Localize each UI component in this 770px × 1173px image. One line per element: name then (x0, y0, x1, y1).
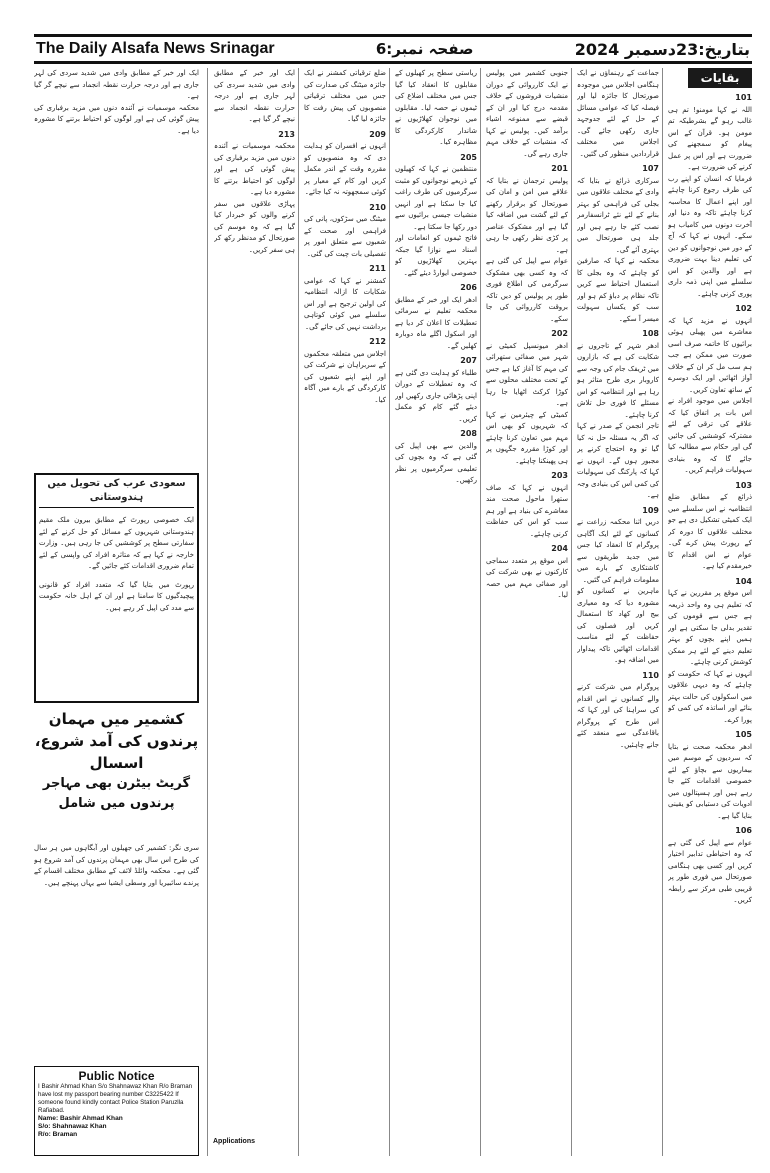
public-notice (34, 1066, 199, 1156)
item-number: 210 (369, 202, 386, 212)
item-number: 205 (460, 152, 477, 162)
paragraph: انہوں نے کہا کہ صاف ستھرا ماحول صحت مند معاشرے کی بنیاد ہے اور ہم سب کو اس کی حفاظت کرنی چاہئے۔ (486, 483, 568, 538)
item-number: 109 (642, 505, 659, 515)
paragraph: ادھر میونسپل کمیٹی نے شہر میں صفائی ستھرائی کی مہم کا آغاز کیا ہے جس کے تحت مختلف محلوں سے کوڑا کرکٹ اٹھایا جا رہا ہے۔ (486, 341, 568, 407)
paragraph: محکمہ موسمیات نے آئندہ دنوں میں مزید برفباری کی پیش گوئی کی ہے اور لوگوں کو احتیاط برتنے کا مشورہ دیا ہے۔ (34, 103, 199, 135)
issue-date: بتاریخ:23دسمبر 2024 (574, 39, 750, 59)
paragraph: محکمہ نے کہا کہ صارفین کو چاہئے کہ وہ بجلی کا استعمال احتیاط سے کریں تاکہ نظام پر دباؤ کم ہو اور سب کو یکساں سہولت میسر آ سکے۔ (577, 257, 659, 323)
bird-headline (34, 708, 199, 838)
page-number: صفحہ نمبر:6 (375, 40, 474, 58)
paragraph: والدین سے بھی اپیل کی گئی ہے کہ وہ بچوں کی تعلیمی سرگرمیوں پر نظر رکھیں۔ (395, 441, 477, 484)
paragraph: رپورٹ میں بتایا گیا کہ متعدد افراد کو قانونی پیچیدگیوں کا سامنا ہے اور ان کے اہل خانہ حکومت سے مدد کی اپیل کر رہے ہیں۔ (39, 580, 194, 612)
paragraph: طلباء کو ہدایت دی گئی ہے کہ وہ تعطیلات کے دوران اپنی پڑھائی جاری رکھیں اور دیئے گئے کام کو مکمل کریں۔ (395, 368, 477, 423)
paragraph: انہوں نے کہا کہ حکومت کو چاہئے کہ وہ دیہی علاقوں میں اسکولوں کی حالت بہتر بنائے اور اساتذہ کی کمی کو پورا کرے۔ (668, 669, 752, 724)
paragraph: تاجر انجمن کے صدر نے کہا کہ اگر یہ مسئلہ حل نہ کیا گیا تو وہ احتجاج کرنے پر مجبور ہوں گے۔ انہوں نے کہا کہ پارکنگ کی سہولیات کی کمی اس کی بنیادی وجہ ہے۔ (577, 422, 659, 499)
paragraph: اجلاس میں متعلقہ محکموں کے سربراہان نے شرکت کی اور اپنے اپنے شعبوں کی کارکردگی کے بارے میں آگاہ کیا۔ (304, 349, 386, 404)
column-3 (486, 68, 568, 1156)
item-number: 208 (460, 429, 477, 438)
item-number: 204 (551, 544, 568, 553)
column-rule (662, 68, 663, 1156)
paragraph: محکمہ موسمیات نے آئندہ دنوں میں مزید برفباری کی پیش گوئی کی ہے اور لوگوں کو احتیاط برتنے کا مشورہ دیا ہے۔ (214, 142, 295, 196)
column-rule (571, 68, 572, 1156)
paragraph: فرمایا کہ انسان کو اپنے رب کی طرف رجوع کرنا چاہئے اور اپنے اعمال کا محاسبہ کرنا چاہئے تاکہ وہ دنیا اور آخرت دونوں میں کامیاب ہو سکے۔ انہوں نے کہا کہ آج کے دور میں نوجوانوں کو دین کی تعلیم دینا بہت ضروری ہے اور والدین کو اس سلسلے میں اپنی ذمہ داری پوری کرنی چاہئے۔ (668, 174, 752, 298)
item-number: 110 (642, 670, 659, 680)
item-number: 103 (735, 480, 752, 490)
paragraph: ایک اور خبر کے مطابق وادی میں شدید سردی کی لہر جاری ہے اور درجہ حرارت نقطہ انجماد سے نیچے گر گیا ہے۔ (214, 69, 295, 123)
paragraph: ماہرین نے کسانوں کو مشورہ دیا کہ وہ معیاری بیج اور کھاد کا استعمال کریں اور فصلوں کی حفاظت کے لئے مناسب اقدامات اٹھائیں تاکہ پیداوار میں اضافہ ہو۔ (577, 587, 659, 664)
item-number: 202 (551, 329, 568, 338)
item-number: 209 (369, 129, 386, 139)
paragraph: عوام سے اپیل کی گئی ہے کہ وہ احتیاطی تدابیر اختیار کریں اور کسی بھی ہنگامی صورتحال میں فوری طور پر قریبی طبی مرکز سے رابطہ کریں۔ (668, 838, 752, 904)
bird-headline-line1: کشمیر میں مہمان پرندوں کی آمد شروع، اسسال (34, 710, 199, 772)
item-number: 211 (369, 264, 386, 273)
item-number: 104 (735, 576, 752, 586)
item-number: 101 (735, 93, 752, 102)
paragraph: ذرائع کے مطابق ضلع انتظامیہ نے اس سلسلے میں ایک کمیٹی تشکیل دی ہے جو مختلف علاقوں کا دورہ کر کے رپورٹ پیش کرے گی۔ عوام نے اس اقدام کا خیرمقدم کیا ہے۔ (668, 493, 752, 570)
public-notice-name: Name: Bashir Ahmad Khan (38, 1115, 123, 1122)
boxed-article-headline: سعودی عرب کی تحویل میں ہندوستانی (39, 477, 194, 508)
paragraph: ضلع ترقیاتی کمشنر نے ایک جائزہ میٹنگ کی صدارت کی جس میں مختلف ترقیاتی منصوبوں کی پیش رفت کا جائزہ لیا گیا۔ (304, 69, 386, 123)
item-number: 106 (735, 826, 752, 835)
paragraph: عوام سے اپیل کی گئی ہے کہ وہ کسی بھی مشکوک سرگرمی کی اطلاع فوری طور پر پولیس کو دیں تاکہ بروقت کارروائی کی جا سکے۔ (486, 257, 568, 323)
paragraph: جنوبی کشمیر میں پولیس نے ایک کارروائی کے دوران منشیات فروشوں کے خلاف مقدمہ درج کیا اور ان کے قبضے سے ممنوعہ اشیاء برآمد کیں۔ پولیس نے کہا کہ منشیات کے خلاف مہم جاری رہے گی۔ (486, 69, 568, 158)
paragraph: اللہ نے کہا مومنو! تم ہی غالب رہو گے بشرطیکہ تم مومن ہو۔ قرآن کے اس پیغام کو سمجھنے کی ضرورت ہے اور اس پر عمل کرنے کی ضرورت ہے۔ (668, 105, 752, 171)
item-number: 107 (642, 164, 659, 173)
page-body (34, 68, 752, 1156)
public-notice-parent: S/o: Shahnawaz Khan (38, 1123, 107, 1130)
public-notice-residence: R/o: Braman (38, 1131, 78, 1138)
column-2 (577, 68, 659, 1156)
public-notice-title: Public Notice (78, 1069, 155, 1083)
bird-article (34, 843, 199, 1061)
column-5 (304, 68, 386, 1156)
paragraph: ریاستی سطح پر کھیلوں کے مقابلوں کا انعقاد کیا گیا جس میں مختلف اضلاع کی ٹیموں نے حصہ لیا۔ مقابلوں میں نوجوان کھلاڑیوں نے شاندار کارکردگی کا مظاہرہ کیا۔ (395, 69, 477, 146)
paragraph: ایک خصوصی رپورٹ کے مطابق بیرون ملک مقیم ہندوستانی شہریوں کے مسائل کو حل کرنے کے لئے سفارتی سطح پر کوششیں کی جا رہی ہیں۔ وزارت خارجہ نے کہا ہے کہ متاثرہ افراد کی واپسی کے لئے تمام ضروری اقدامات کئے جائیں گے۔ (39, 516, 194, 570)
paragraph: پروگرام میں شرکت کرنے والے کسانوں نے اس اقدام کی سراہنا کی اور کہا کہ اس طرح کے پروگرام باقاعدگی سے منعقد کئے جانے چاہئیں۔ (577, 683, 659, 749)
column-rule (298, 68, 299, 1156)
item-number: 206 (460, 283, 477, 292)
column-rule (389, 68, 390, 1156)
paragraph: ادھر شہر کے تاجروں نے شکایت کی ہے کہ بازاروں میں ٹریفک جام کی وجہ سے کاروبار بری طرح متاثر ہو رہا ہے اور انتظامیہ کو اس مسئلے کا فوری حل تلاش کرنا چاہئے۔ (577, 341, 659, 419)
paragraph: سرکاری ذرائع نے بتایا کہ وادی کے مختلف علاقوں میں بجلی کی فراہمی کو بہتر بنانے کے لئے نئے ٹرانسفارمر نصب کئے جا رہے ہیں اور جلد ہی صورتحال میں بہتری آئے گی۔ (577, 176, 659, 254)
paragraph: ادھر ایک اور خبر کے مطابق محکمہ تعلیم نے سرمائی تعطیلات کا اعلان کر دیا ہے اور اسکول اگلے ماہ دوبارہ کھلیں گے۔ (395, 295, 477, 350)
column-4 (395, 68, 477, 1156)
item-number: 212 (369, 337, 386, 346)
paragraph: اس موقع پر متعدد سماجی کارکنوں نے بھی شرکت کی اور صفائی مہم میں حصہ لیا۔ (486, 556, 568, 599)
paragraph: پولیس ترجمان نے بتایا کہ علاقے میں امن و امان کی صورتحال کو برقرار رکھنے کے لئے گشت میں اضافہ کیا گیا ہے اور مشکوک عناصر پر کڑی نظر رکھی جا رہی ہے۔ (486, 176, 568, 254)
column-6 (214, 68, 295, 1156)
paragraph: انہوں نے افسران کو ہدایت دی کہ وہ منصوبوں کو مقررہ وقت کے اندر مکمل کریں اور کام کے معیار پر کوئی سمجھوتہ نہ کیا جائے۔ (304, 142, 386, 196)
item-number: 203 (551, 471, 568, 480)
column-1 (668, 68, 752, 1156)
paragraph: منتظمین نے کہا کہ کھیلوں کے ذریعے نوجوانوں کو مثبت سرگرمیوں کی طرف راغب کیا جا سکتا ہے اور انہیں منشیات جیسی برائیوں سے دور رکھا جا سکتا ہے۔ (395, 165, 477, 231)
column-rule (480, 68, 481, 1156)
paragraph: دریں اثنا محکمہ زراعت نے کسانوں کے لئے ایک آگاہی پروگرام کا انعقاد کیا جس میں جدید طریقوں سے کاشتکاری کے بارے میں معلومات فراہم کی گئیں۔ (577, 518, 659, 584)
paragraph: سری نگر: کشمیر کی جھیلوں اور آبگاہوں میں ہر سال کی طرح اس سال بھی مہمان پرندوں کی آمد شروع ہو گئی ہے۔ محکمہ وائلڈ لائف کے مطابق مختلف اقسام کے پرندے سائبیریا اور وسطی ایشیا سے یہاں پہنچے ہیں۔ (34, 844, 199, 887)
boxed-article (34, 473, 199, 703)
paragraph: فاتح ٹیموں کو انعامات اور اسناد سے نوازا گیا جبکہ بہترین کھلاڑیوں کو خصوصی ایوارڈ دیئے گئے۔ (395, 234, 477, 277)
item-number: 207 (460, 356, 477, 365)
section-title: بقایات (688, 68, 752, 88)
paragraph: پہاڑی علاقوں میں سفر کرنے والوں کو خبردار کیا گیا ہے کہ وہ موسم کی صورتحال کو مدنظر رکھ کر ہی سفر کریں۔ (214, 199, 295, 254)
bird-headline-line2: گریٹ بیٹرن بھی مہاجر پرندوں میں شامل (42, 776, 191, 811)
applications-label: Applications (213, 1138, 256, 1145)
item-number: 213 (278, 129, 295, 139)
paragraph: ادھر محکمہ صحت نے بتایا کہ سردیوں کے موسم میں بیماریوں سے بچاؤ کے لئے خصوصی اقدامات کئے جا رہے ہیں اور ہسپتالوں میں ادویات کی دستیابی کو یقینی بنایا گیا ہے۔ (668, 742, 752, 820)
paragraph: ایک اور خبر کے مطابق وادی میں شدید سردی کی لہر جاری ہے اور درجہ حرارت نقطہ انجماد سے نیچے گر گیا ہے۔ (34, 69, 199, 100)
left-column-top (34, 68, 199, 468)
paragraph: انہوں نے مزید کہا کہ معاشرے میں پھیلی ہوئی برائیوں کا خاتمہ صرف اسی صورت میں ممکن ہے جب ہم سب مل کر ان کے خلاف آواز اٹھائیں اور ایک دوسرے کے ساتھ تعاون کریں۔ (668, 316, 752, 394)
paper-name: The Daily Alsafa News Srinagar (36, 40, 275, 57)
column-rule (207, 68, 208, 1156)
paragraph: میٹنگ میں سڑکوں، پانی کی فراہمی اور صحت کے شعبوں سے متعلق امور پر تفصیلی بات چیت کی گئی۔ (304, 215, 386, 258)
item-number: 105 (735, 730, 752, 739)
masthead (34, 34, 752, 64)
paragraph: جماعت کے رہنماؤں نے ایک ہنگامی اجلاس میں موجودہ صورتحال کا جائزہ لیا اور فیصلہ کیا کہ عوامی مسائل کے حل کے لئے جدوجہد جاری رکھی جائے گی۔ اجلاس میں مختلف قراردادیں منظور کی گئیں۔ (577, 69, 659, 158)
paragraph: اس موقع پر مقررین نے کہا کہ تعلیم ہی وہ واحد ذریعہ ہے جس سے قوموں کی تقدیر بدلی جا سکتی ہے اور ہمیں اپنے بچوں کو بہتر تعلیم دینے کے لئے ہر ممکن کوشش کرنی چاہئے۔ (668, 589, 752, 666)
item-number: 102 (735, 304, 752, 313)
public-notice-body: I Bashir Ahmad Khan S/o Shahnawaz Khan R/o Braman have lost my passport bearing number C3225422 If someone found kindly contact Police Station Paruzlla Rafiabad. (38, 1083, 193, 1114)
paragraph: کمشنر نے کہا کہ عوامی شکایات کا ازالہ انتظامیہ کی اولین ترجیح ہے اور اس سلسلے میں کوئی کوتاہی برداشت نہیں کی جائے گی۔ (304, 276, 386, 331)
paragraph: کمیٹی کے چیئرمین نے کہا کہ شہریوں کو بھی اس مہم میں تعاون کرنا چاہئے اور کوڑا مقررہ جگہوں پر ہی پھینکنا چاہئے۔ (486, 410, 568, 465)
item-number: 201 (551, 164, 568, 173)
paragraph: اجلاس میں موجود افراد نے اس بات پر اتفاق کیا کہ علاقے کی ترقی کے لئے مشترکہ کوششیں کی جائیں گی اور حکام سے مطالبہ کیا جائے گا کہ وہ بنیادی سہولیات فراہم کریں۔ (668, 397, 752, 474)
item-number: 108 (642, 329, 659, 338)
